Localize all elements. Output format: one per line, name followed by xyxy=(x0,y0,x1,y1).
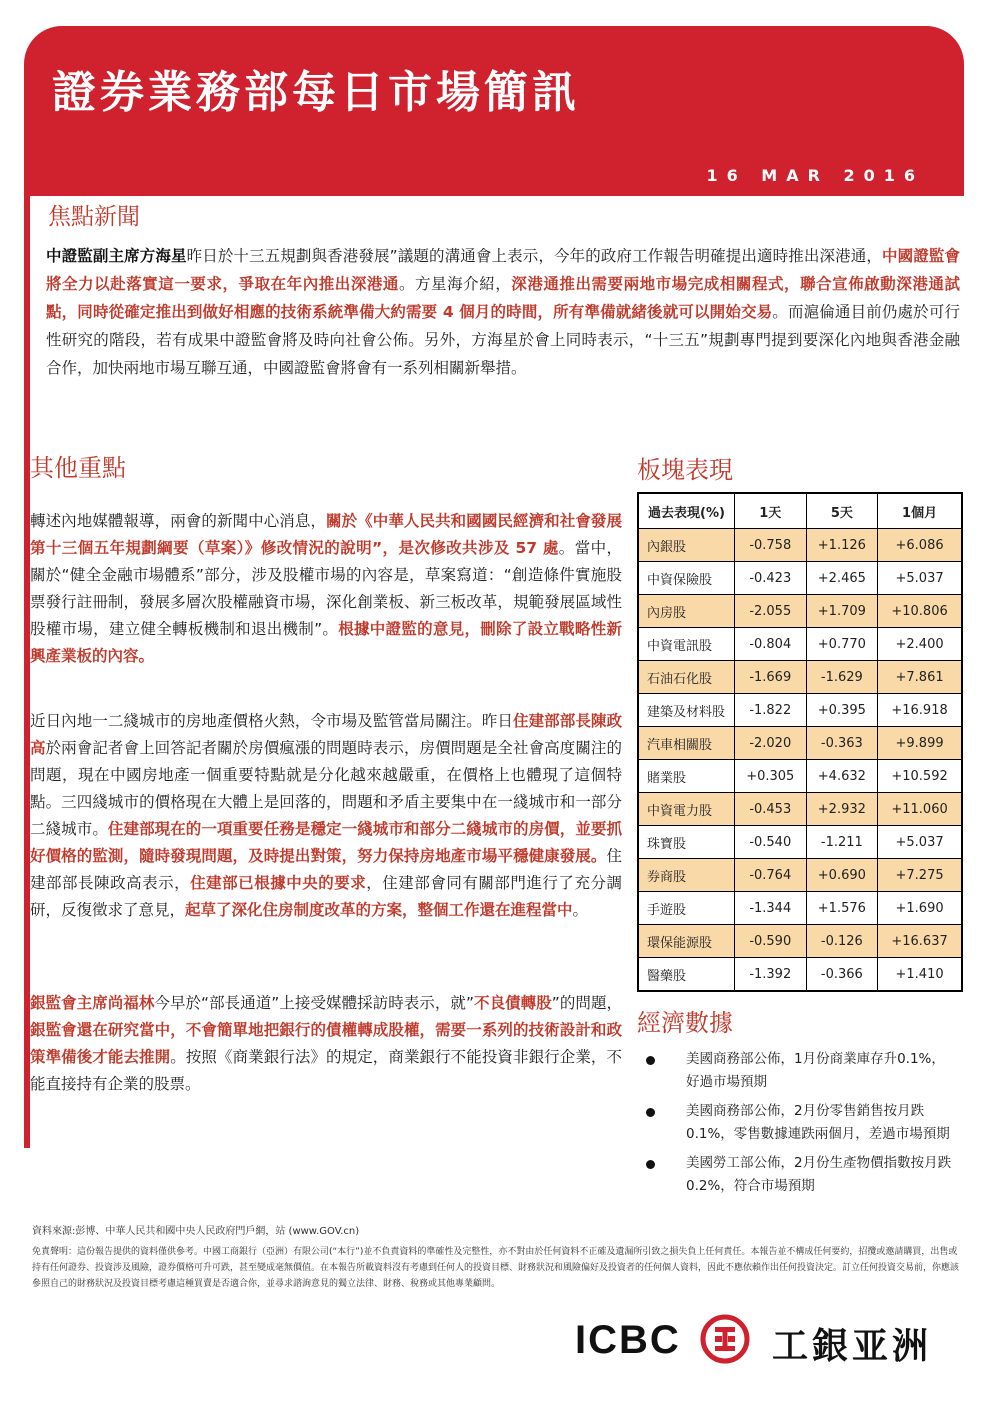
economy-item-text: 美國勞工部公佈，2月份生產物價指數按月跌0.2%，符合市場預期 xyxy=(686,1155,952,1194)
value-5d: +2.465 xyxy=(806,562,878,595)
text-run: 。當中，關於“健全金融市場體系”部分，涉及股權市場的內容是，草案寫道：“創造條件實施股票發行註冊制，發展多層次股權融資市場，深化創業板、新三板改革，規範發展區域性股權市場，建立健全轉板機制和退出機制”。 xyxy=(30,539,622,638)
focus-heading: 焦點新聞 xyxy=(48,204,140,230)
icbc-logo-chinese: 工銀亚洲 xyxy=(772,1326,933,1367)
sector-heading: 板塊表現 xyxy=(637,456,733,484)
value-1d: -0.540 xyxy=(735,826,807,859)
economy-item-text: 美國商務部公佈，1月份商業庫存升0.1%，好過市場預期 xyxy=(686,1051,945,1090)
table-row xyxy=(638,958,962,992)
sector-name: 內房股 xyxy=(638,595,735,628)
value-1m: +9.899 xyxy=(878,727,962,760)
text-run: 住建部部長陳政高表示， xyxy=(30,847,622,892)
sector-table xyxy=(637,492,963,992)
sector-name: 石油石化股 xyxy=(638,661,735,694)
value-1m: +5.037 xyxy=(878,562,962,595)
value-1m: +10.592 xyxy=(878,760,962,793)
sector-name: 中資電力股 xyxy=(638,793,735,826)
table-row xyxy=(638,793,962,826)
value-5d: +0.770 xyxy=(806,628,878,661)
others-paragraph-2 xyxy=(30,708,622,924)
sector-name: 醫藥股 xyxy=(638,958,735,992)
value-1d: -0.590 xyxy=(735,925,807,958)
value-1m: +7.861 xyxy=(878,661,962,694)
text-run: ，住建部會同有關部門進行了充分調研，反復徵求了意見， xyxy=(30,874,622,919)
icbc-logo-icon xyxy=(700,1314,750,1364)
bullet-icon xyxy=(646,1160,655,1169)
sector-name: 內銀股 xyxy=(638,529,735,562)
sector-name: 中資電訊股 xyxy=(638,628,735,661)
table-row xyxy=(638,661,962,694)
text-run: 昨日於十三五規劃與香港發展”議題的溝通會上表示，今年的政府工作報告明確提出適時推出深港通， xyxy=(186,247,882,265)
value-1m: +7.275 xyxy=(878,859,962,892)
list-item xyxy=(646,1100,956,1146)
emphasis-run: 中國證監會將全力以赴落實這一要求，爭取在年內推出深港通 xyxy=(46,247,960,293)
emphasis-run: 住建部部長陳政高 xyxy=(30,712,622,757)
value-1d: -2.020 xyxy=(735,727,807,760)
value-1d: -1.392 xyxy=(735,958,807,992)
emphasis-run: 不良債轉股 xyxy=(473,994,552,1012)
sector-name: 手遊股 xyxy=(638,892,735,925)
sector-name: 汽車相關股 xyxy=(638,727,735,760)
value-1m: +5.037 xyxy=(878,826,962,859)
value-5d: -1.211 xyxy=(806,826,878,859)
value-1m: +1.690 xyxy=(878,892,962,925)
focus-paragraph xyxy=(46,242,960,382)
sector-name: 中資保險股 xyxy=(638,562,735,595)
text-run: 。按照《商業銀行法》的規定，商業銀行不能投資非銀行企業，不能直接持有企業的股票。 xyxy=(30,1048,622,1093)
list-item xyxy=(646,1152,956,1198)
report-date: 16 MAR 2016 xyxy=(706,166,924,185)
value-1d: -1.669 xyxy=(735,661,807,694)
value-1d: -1.822 xyxy=(735,694,807,727)
emphasis-run: 住建部現在的一項重要任務是穩定一綫城市和部分二綫城市的房價，並要抓好價格的監測，隨時發現問題，及時提出對策，努力保持房地產市場平穩健康發展。 xyxy=(30,820,622,865)
bullet-icon xyxy=(646,1108,655,1117)
value-1m: +16.637 xyxy=(878,925,962,958)
value-1d: -0.764 xyxy=(735,859,807,892)
emphasis-run: 起草了深化住房制度改革的方案，整個工作還在進程當中 xyxy=(185,901,573,919)
text-run: 於兩會記者會上回答記者關於房價瘋漲的問題時表示，房價問題是全社會高度關注的問題，現在中國房地產一個重要特點就是分化越來越嚴重，在價格上也體現了這個特點。三四綫城市的價格現在大體上是回落的，問題和矛盾主要集中在一綫城市和一部分二綫城市。 xyxy=(30,739,622,838)
value-1m: +6.086 xyxy=(878,529,962,562)
table-row xyxy=(638,595,962,628)
disclaimer: 免責聲明：這份報告提供的資料僅供參考。中國工商銀行（亞洲）有限公司(“本行”)並不負責資料的準確性及完整性，亦不對由於任何資料不正確及遺漏所引致之損失負上任何責任。本報告並不構成任何要約，招攬或邀請購買，出售或持有任何證券、投資涉及風險，證券價格可升可跌，甚至變成毫無價值。在本報告所載資料沒有考慮到任何人的投資目標、財務狀況和風險偏好及投資者的任何個人資料，因此不應依賴作出任何投資決定。訂立任何投資交易前，你應該參照自己的財務狀況及投資目標考慮這種買賣是否適合你，並尋求諮詢意見的獨立法律、財務、稅務或其他專業顧問。 xyxy=(32,1247,960,1289)
value-5d: +0.395 xyxy=(806,694,878,727)
sector-name: 賭業股 xyxy=(638,760,735,793)
emphasis-run: 深港通推出需要兩地市場完成相關程式，聯合宣佈啟動深港通試點，同時從確定推出到做好相應的技術系統準備大約需要 4 個月的時間，所有準備就緒後就可以開始交易 xyxy=(46,275,960,321)
text-run: 。 xyxy=(572,901,589,919)
value-5d: +2.932 xyxy=(806,793,878,826)
table-row xyxy=(638,529,962,562)
value-1m: +2.400 xyxy=(878,628,962,661)
value-1d: -0.758 xyxy=(735,529,807,562)
text-run: 轉述內地媒體報導，兩會的新聞中心消息， xyxy=(30,512,327,530)
text-run: 近日內地一二綫城市的房地產價格火熱，令市場及監管當局關注。昨日 xyxy=(30,712,513,730)
list-item xyxy=(646,1048,956,1094)
economy-heading: 經濟數據 xyxy=(637,1009,733,1037)
table-row xyxy=(638,727,962,760)
value-5d: -0.126 xyxy=(806,925,878,958)
bullet-icon xyxy=(646,1056,655,1065)
others-paragraph-1 xyxy=(30,508,622,670)
page-title: 證券業務部每日市場簡訊 xyxy=(52,67,580,118)
text-run: 。方星海介紹， xyxy=(398,275,512,293)
text-run: ”的問題， xyxy=(551,994,623,1012)
col-header-1d: 1天 xyxy=(735,493,807,529)
icbc-logo-text: ICBC xyxy=(575,1318,681,1362)
emphasis-run: 住建部已根據中央的要求 xyxy=(190,874,367,892)
value-1d: -0.423 xyxy=(735,562,807,595)
table-row xyxy=(638,892,962,925)
value-1m: +11.060 xyxy=(878,793,962,826)
value-1m: +16.918 xyxy=(878,694,962,727)
value-1d: -2.055 xyxy=(735,595,807,628)
table-row xyxy=(638,826,962,859)
emphasis-run: 銀監會主席尚福林 xyxy=(30,994,155,1012)
value-5d: +0.690 xyxy=(806,859,878,892)
emphasis-run: 根據中證監的意見，刪除了設立戰略性新興產業板的內容。 xyxy=(30,620,622,665)
source-note: 資料來源:彭博、中華人民共和國中央人民政府門戶網，站 (www.GOV.cn) xyxy=(32,1226,360,1237)
sector-table-header xyxy=(638,493,962,529)
col-header-period: 過去表現(%) xyxy=(638,493,735,529)
value-5d: -0.366 xyxy=(806,958,878,992)
others-heading: 其他重點 xyxy=(30,454,126,482)
sector-name: 珠寶股 xyxy=(638,826,735,859)
value-5d: -0.363 xyxy=(806,727,878,760)
value-5d: +1.126 xyxy=(806,529,878,562)
table-row xyxy=(638,562,962,595)
emphasis-run: 關於《中華人民共和國國民經濟和社會發展第十三個五年規劃綱要（草案）》修改情況的說明”，是次修改共涉及 57 處 xyxy=(30,512,622,557)
value-1m: +10.806 xyxy=(878,595,962,628)
col-header-1m: 1個月 xyxy=(878,493,962,529)
sector-name: 建築及材料股 xyxy=(638,694,735,727)
value-5d: +1.576 xyxy=(806,892,878,925)
value-1d: -0.453 xyxy=(735,793,807,826)
text-run: 今早於“部長通道”上接受媒體採訪時表示，就” xyxy=(154,994,474,1012)
table-row xyxy=(638,925,962,958)
value-1d: +0.305 xyxy=(735,760,807,793)
economy-item-text: 美國商務部公佈，2月份零售銷售按月跌0.1%，零售數據連跌兩個月，差過市場預期 xyxy=(686,1103,950,1142)
value-5d: +4.632 xyxy=(806,760,878,793)
col-header-5d: 5天 xyxy=(806,493,878,529)
value-5d: -1.629 xyxy=(806,661,878,694)
value-5d: +1.709 xyxy=(806,595,878,628)
table-row xyxy=(638,760,962,793)
value-1d: -1.344 xyxy=(735,892,807,925)
value-1m: +1.410 xyxy=(878,958,962,992)
sector-name: 環保能源股 xyxy=(638,925,735,958)
others-paragraph-3 xyxy=(30,990,622,1098)
header-banner xyxy=(24,26,964,196)
emphasis-run: 中證監副主席方海星 xyxy=(46,247,187,265)
table-row xyxy=(638,859,962,892)
sector-name: 券商股 xyxy=(638,859,735,892)
value-1d: -0.804 xyxy=(735,628,807,661)
emphasis-run: 銀監會還在研究當中，不會簡單地把銀行的債權轉成股權，需要一系列的技術設計和政策準備後才能去推開 xyxy=(30,1021,622,1066)
economy-list xyxy=(646,1048,956,1204)
table-row xyxy=(638,694,962,727)
table-row xyxy=(638,628,962,661)
text-run: 。而滬倫通目前仍處於可行性研究的階段，若有成果中證監會將及時向社會公佈。另外，方海星於會上同時表示，“十三五”規劃專門提到要深化內地與香港金融合作，加快兩地市場互聯互通，中國證監會將會有一系列相關新舉措。 xyxy=(46,303,960,377)
